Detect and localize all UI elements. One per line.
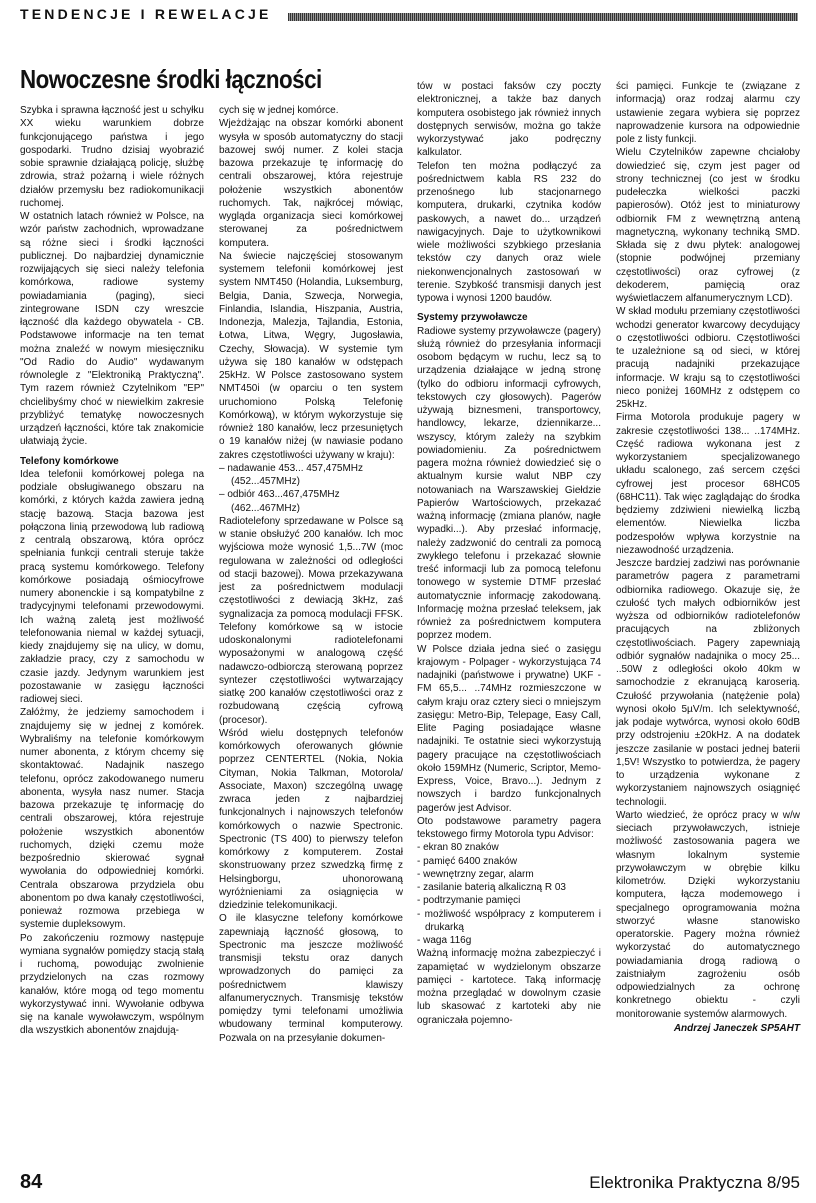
paragraph: Firma Motorola produkuje pagery w zakresie częstotliwości 138... ..174MHz. Część radiowa wykonana jest z wykorzystaniem specjalizowanego układu scalonego, zaś sercem części cyfrowej jest procesor 68HC05 (68HC11). Tak więc zaglądając do środka będziemy zdziwieni niewielką liczbą elementów. Niewielka liczba podzespołów wpływa korzystnie na niezawodność urządzenia. <box>616 412 800 556</box>
paragraph: cych się w jednej komórce. <box>219 105 339 116</box>
paragraph: Załóżmy, że jedziemy samochodem i znajdujemy się w jednej z komórek. Wybraliśmy na telefonie komórkowym numer abonenta, z którym chcemy się skontaktować. Nadajnik naszego telefonu, oprócz zakodowanego numeru abonenta, wysyła nasz numer. Stacja bazowa przekazuje tę informację do centrali obszarowej, która rejestruje położenie wszystkich abonentów ruchomych, dzięki czemu może bezpośrednio skierować sygnał wywołania do odpowiedniej komórki. Centrala obszarowa przydziela obu abonentom po dwa kanały częstotliwości, ponieważ rozmowa przebiega w systemie dupleksowym. <box>20 707 204 931</box>
subheading: Telefony komórkowe <box>20 455 119 467</box>
subheading: Systemy przywoławcze <box>417 312 528 324</box>
paragraph: Idea telefonii komórkowej polega na podziale obsługiwanego obszaru na komórki, z których każda zawiera jedną stację bazową. Stacja bazowa jest połączona linią przewodową lub radiową z centralą obszarową, która oprócz spełniania funkcji centrali steruje także pracą systemu komórkowego. Telefony komórkowe posiadają ośmiocyfrowe numery abonenckie i są kompatybilne z tradycyjnymi telefonami przewodowymi. Ich ważną zaletą jest możliwość telefonowania niemal w każdej sytuacji, kiedy znajdujemy się na ulicy, w domu, zakładzie pracy, czy z samochodu w czasie jazdy. Jedynym warunkiem jest pozostawanie w zasięgu łączności radiowej sieci. <box>20 468 204 705</box>
paragraph: Wielu Czytelników zapewne chciałoby dowiedzieć się, czym jest pager od strony technicznej (co jest w środku pudełeczka wielkości paczki papierosów). Otóż jest to miniaturowy odbiornik FM z wewnętrzną anteną magnetyczną, wykonany techniką SMD. Składa się z dwu płytek: analogowej (stopnie podwójnej przemiany częstotliwości) oraz cyfrowej (z dekoderem, pamięcią oraz wyświetlaczem alfanumerycznym LCD). <box>616 147 800 304</box>
article-title: Nowoczesne środki łączności <box>20 64 322 94</box>
paragraph: ści pamięci. Funkcje te (związane z informacją) oraz rodzaj alarmu czy ustawienie zegara wybiera się poprzez naprowadzenie kursora na odpowiednie pole z listy funkcji. <box>616 81 800 145</box>
list-item: - zasilanie baterią alkaliczną R 03 <box>417 882 566 893</box>
list-item: - możliwość współpracy z komputerem i drukarką <box>417 908 601 933</box>
list-item: - waga 116g <box>417 935 472 946</box>
list-item: - pamięć 6400 znaków <box>417 855 518 867</box>
list-item: (452...457MHz) <box>231 476 300 487</box>
section-label: TENDENCJE I REWELACJE <box>20 6 272 22</box>
column-1 <box>20 104 204 1038</box>
page-number: 84 <box>20 1171 43 1193</box>
column-2 <box>219 104 403 1045</box>
list-item: (462...467MHz) <box>231 502 300 514</box>
paragraph: Telefon ten można podłączyć za pośrednictwem kabla RS 232 do przenośnego lub stacjonarnego komputera, drukarki, czytnika kodów paskowych, a nawet do... urządzeń nawigacyjnych. Daje to użytkownikowi wiele możliwości szybkiego przesłania tekstów czy danych oraz wiele niekonwencjonalnych zastosowań w terenie. Szybkość transmisji danych jest typowa i wynosi 1200 baudów. <box>417 160 601 304</box>
header-rule <box>288 13 798 21</box>
paragraph: Warto wiedzieć, że oprócz pracy w w/w sieciach przywoławczych, istnieje możliwość zastosowania pagera we własnym lokalnym systemie przywoławczym w obrębie kilku kilometrów. Dzięki wykorzystaniu komputera, łącza modemowego i specjalnego oprogramowania można stworzyć własne stanowisko operatorskie. Pagery można również wykorzystać do automatycznego powiadamiania drogą radiową o zaistniałym zagrożeniu osób odpowiedzialnych za ochronę konkretnego obiektu - czyli monitorowanie systemów alarmowych. <box>616 809 800 1020</box>
list-item: – nadawanie 453... 457,475MHz <box>219 462 363 474</box>
paragraph: O ile klasyczne telefony komórkowe zapewniają łączność głosową, to Spectronic ma jeszcze możliwość transmisji tekstu oraz danych wprowadzonych do pamięci za pośrednictwem klawiszy alfanumerycznych. Transmisję tekstów pomiędzy tymi telefonami umożliwia wbudowany terminal komputerowy. Pozwala on na przesyłanie dokumen- <box>219 913 403 1044</box>
section-header <box>20 6 800 28</box>
paragraph: Jeszcze bardziej zadziwi nas porównanie parametrów pagera z parametrami odbiornika radiowego. Okazuje się, że czułość tych małych odbiorników jest wyższa od odbiorników radiotelefonów pracujących na zbliżonych częstotliwościach. Pagery zapewniają odbiór sygnałów nadajnika o mocy 25... ..50W z odległości około 40km w samochodzie z ekranującą karoserią. Czułość przywołania (natężenie pola) wynosi około 5µV/m. Ich selektywność, jak podaje wytwórca, wynosi około 60dB przy odstrojeniu ±20kHz. A na dodatek jeszcze zasilanie w postaci jednej baterii 1,5V! Wszystko to potwierdza, że pagery to urządzenia wykonane z wykorzystaniem najnowszych osiągnięć technologii. <box>616 558 800 808</box>
paragraph: Po zakończeniu rozmowy następuje wymiana sygnałów pomiędzy stacją stałą i ruchomą, powodując zwolnienie przydzielonych na czas rozmowy kanałów, które mogą od tego momentu wykorzystywać inni. Wywołanie odbywa się na kanale wywoławczym, wspólnym dla wszystkich abonentów znajdują- <box>20 932 204 1037</box>
list-item: – odbiór 463...467,475MHz <box>219 489 340 501</box>
paragraph: Oto podstawowe parametry pagera tekstowego firmy Motorola typu Advisor: <box>417 815 601 840</box>
magazine-issue: Elektronika Praktyczna 8/95 <box>589 1173 800 1192</box>
paragraph: Szybka i sprawna łączność jest u schyłku XX wieku warunkiem dobrze funkcjonującego państwa i jego gospodarki. Trudno dzisiaj wyobrazić sobie sprawnie działającą policję, służbę zdrowia, straż pożarną i wiele różnych działów przemysłu bez radiokomunikacji ruchomej. <box>20 105 204 209</box>
list-item: - podtrzymanie pamięci <box>417 895 521 907</box>
paragraph: tów w postaci faksów czy poczty elektronicznej, a także baz danych komputera osobistego jak również innych dostępnych serwisów, można go także wykorzystywać jako podręczny kalkulator. <box>417 81 601 159</box>
advisor-parameters-list <box>417 841 601 947</box>
column-4 <box>616 80 800 1035</box>
paragraph: Wśród wielu dostępnych telefonów komórkowych oferowanych głównie poprzez CENTERTEL (Nokia, Nokia Cityman, Nokia Talkman, Motorola/ Associate, Maxon) szczególną uwagę zwraca jeden z najbardziej funkcjonalnych i najnowszych telefonów komórkowych o nazwie Spectronic. Spectronic (TS 400) to pierwszy telefon komórkowy z komputerem. Został skonstruowany przez szwedzką firmę z Helsingborgu, uhonorowaną wyróżnieniami za osiągnięcia w dziedzinie telekomunikacji. <box>219 727 403 911</box>
paragraph: Wjeżdżając na obszar komórki abonent wysyła w sposób automatyczny do stacji bazowej swój numer. Z kolei stacja bazowa przekazuje tę informację do centrali obszarowej, która rejestruje położenie wszystkich abonentów ruchomych. Tak, najkrócej mówiąc, wygląda organizacja sieci komórkowej sterowanej za pośrednictwem komputera. <box>219 118 403 249</box>
paragraph: Ważną informację można zabezpieczyć i zapamiętać w wydzielonym obszarze pamięci - kartotece. Taką informację można przeglądać w dowolnym czasie lub skasować z kartoteki aby nie ograniczała pojemno- <box>417 948 601 1026</box>
paragraph: W Polsce działa jedna sieć o zasięgu krajowym - Polpager - wykorzystująca 74 nadajniki (państwowe i prywatne) UKF - FM 65,5... ..74MHz rozmieszczone w całym kraju oraz cztery sieci o mniejszym zasięgu: Metro-Bip, Telepage, Easy Call, Elite Paging posiadające własne nadajniki. Te ostatnie sieci wykorzystują pagery pracujące na częstotliwościach około 159MHz (Numeric, Scriptor, Memo-Express, Voice, Bravo...). Jednym z nowszych i bardzo funkcjonalnych pagerów jest Advisor. <box>417 643 601 814</box>
paragraph: W skład modułu przemiany częstotliwości wchodzi generator kwarcowy decydujący o częstotliwości odbioru. Częstotliwości te uzależnione są od sieci, w której pracują nadajniki przekazujące informacje. W kraju są to częstotliwości nieco poniżej 160MHz z odstępem co 25kHz. <box>616 306 800 410</box>
paragraph: Radiotelefony sprzedawane w Polsce są w stanie obsłużyć 200 kanałów. Ich moc wyjściowa może wynosić 1,5...7W (moc regulowana w zależności od odległości od stacji bazowej). Mowa przekazywana jest za pośrednictwem modulacji częstotliwości z dewiacją 3kHz, zaś sygnalizacja za pomocą modulacji FFSK. Telefony komórkowe są w istocie udoskonalonymi radiotelefonami wyposażonymi w analogową część nadawczo-odbiorczą sterowaną poprzez syntezer częstotliwości wytwarzający siatkę 200 kanałów częstotliwości oraz z rozbudowaną częścią cyfrową (procesor). <box>219 515 403 726</box>
column-3 <box>417 80 601 1027</box>
author-signature: Andrzej Janeczek SP5AHT <box>673 1022 800 1034</box>
paragraph: Radiowe systemy przywoławcze (pagery) służą również do przesyłania informacji osobom będącym w ruchu, lecz są to urządzenia działające w jedną stronę (tylko do odbioru informacji cyfrowych, tekstowych czy głosowych). Pagerów używają biznesmeni, transportowcy, handlowcy, lekarze, dziennikarze... wszyscy, którym zależy na szybkim powiadomieniu. Za pośrednictwem pagera można również dowiedzieć się o aktualnym kursie walut NBP czy notowaniach na Warszawskiej Giełdzie Papierów Wartościowych, przekazać ważną informację (zmiana planów, nagłe wypadki...). Aby przesłać informację, należy zadzwonić do centrali za pomocą zwykłego telefonu i przekazać słownie treść informacji lub za pomocą telefonu tonowego w systemie DTMF przesłać automatycznie informację zakodowaną. Informację można przesłać teleksem, jak również za pośrednictwem komputera poprzez modem. <box>417 325 601 642</box>
paragraph: Na świecie najczęściej stosowanym systemem telefonii komórkowej jest system NMT450 (Holandia, Luksemburg, Belgia, Dania, Szwecja, Norwegia, Finlandia, Islandia, Hiszpania, Austria, Indonezja, Malezja, Tajlandia, Estonia, Łotwa, Litwa, Węgry, Jugosławia, Czechy, Słowacja). W systemie tym używa się 180 kanałów w odstępach 25kHz. W Polsce zastosowano system NMT450i (w oparciu o ten system uruchomiono Polską Telefonię Komórkową), w którym wykorzystuje się również 180 kanałów, lecz przesuniętych o 19 kanałów niżej (w nawiasie podano zakres częstotliwości używany w kraju): <box>219 250 403 461</box>
paragraph: W ostatnich latach również w Polsce, na wzór państw zachodnich, wprowadzane są różne sieci i środki łączności publicznej. Do najbardziej dynamicznie rozwijających się sieci należy telefonia komórkowa, radiowe systemy powiadamiania (paging), sieci zintegrowane ISDN czy wreszcie łączność dla każdego obywatela - CB. Podstawowe informacje na ten temat można znaleźć w nowym miesięczniku "Od Radio do Audio" wydawanym równolegle z "Elektroniką Praktyczną". Tym razem również Czytelnikom "EP" chcielibyśmy choć w niewielkim zakresie przybliżyć tematykę nowoczesnych urządzeń łączności, które tak znakomicie ułatwiają życie. <box>20 211 204 448</box>
list-item: - wewnętrzny zegar, alarm <box>417 868 534 880</box>
frequency-list <box>219 462 403 515</box>
list-item: - ekran 80 znaków <box>417 842 499 854</box>
